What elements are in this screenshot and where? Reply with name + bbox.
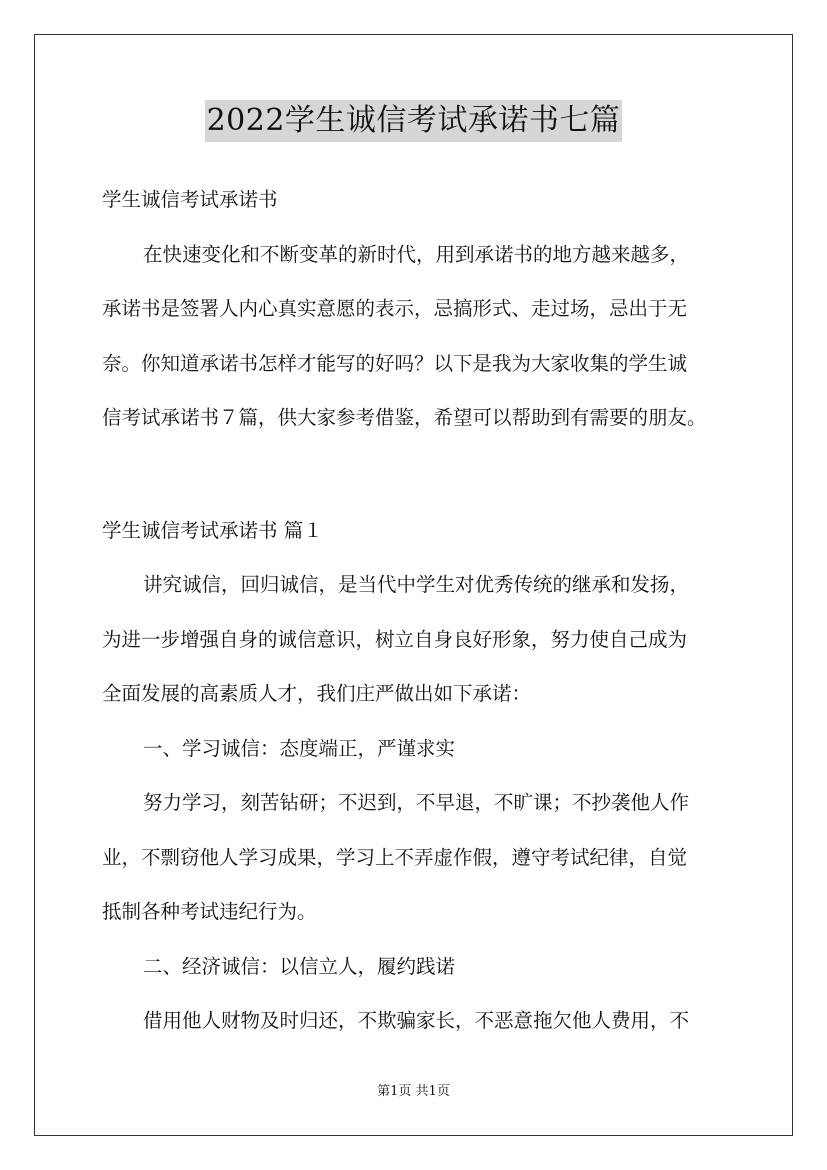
paragraph-gap	[102, 446, 738, 504]
item1-line: 业，不剽窃他人学习成果，学习上不弄虚作假，遵守考试纪律，自觉	[102, 845, 688, 869]
item2-line: 借用他人财物及时归还，不欺骗家长，不恶意拖欠他人费用，不	[143, 1009, 690, 1032]
document-body	[102, 173, 738, 1049]
part1-paragraph-line: 讲究诚信，回归诚信，是当代中学生对优秀传统的继承和发扬，	[143, 573, 690, 596]
document-title: 2022学生诚信考试承诺书七篇	[205, 100, 623, 142]
intro-line: 信考试承诺书７篇，供大家参考借鉴，希望可以帮助到有需要的朋友。	[102, 406, 707, 429]
intro-line: 承诺书是签署人内心真实意愿的表示，忌搞形式、走过场，忌出于无	[102, 297, 688, 320]
item1-line: 努力学习，刻苦钻研；不迟到，不早退，不旷课；不抄袭他人作	[143, 791, 690, 814]
part1-paragraph-line: 全面发展的高素质人才，我们庄严做出如下承诺：	[102, 682, 532, 705]
intro-line: 奈。你知道承诺书怎样才能写的好吗？以下是我为大家收集的学生诚	[102, 351, 688, 375]
part1-paragraph-line: 为进一步增强自身的诚信意识，树立自身良好形象，努力使自己成为	[102, 627, 688, 651]
title-container	[0, 100, 827, 142]
item2-heading: 二、经济诚信：以信立人，履约践诺	[143, 954, 456, 978]
section-heading: 学生诚信考试承诺书	[102, 188, 278, 211]
part1-heading: 学生诚信考试承诺书 篇１	[102, 518, 323, 542]
item1-line: 抵制各种考试违纪行为。	[102, 900, 317, 923]
page-footer: 第1页 共1页	[377, 1084, 450, 1099]
intro-line: 在快速变化和不断变革的新时代，用到承诺书的地方越来越多，	[143, 242, 690, 266]
item1-heading: 一、学习诚信：态度端正，严谨求实	[143, 736, 456, 760]
